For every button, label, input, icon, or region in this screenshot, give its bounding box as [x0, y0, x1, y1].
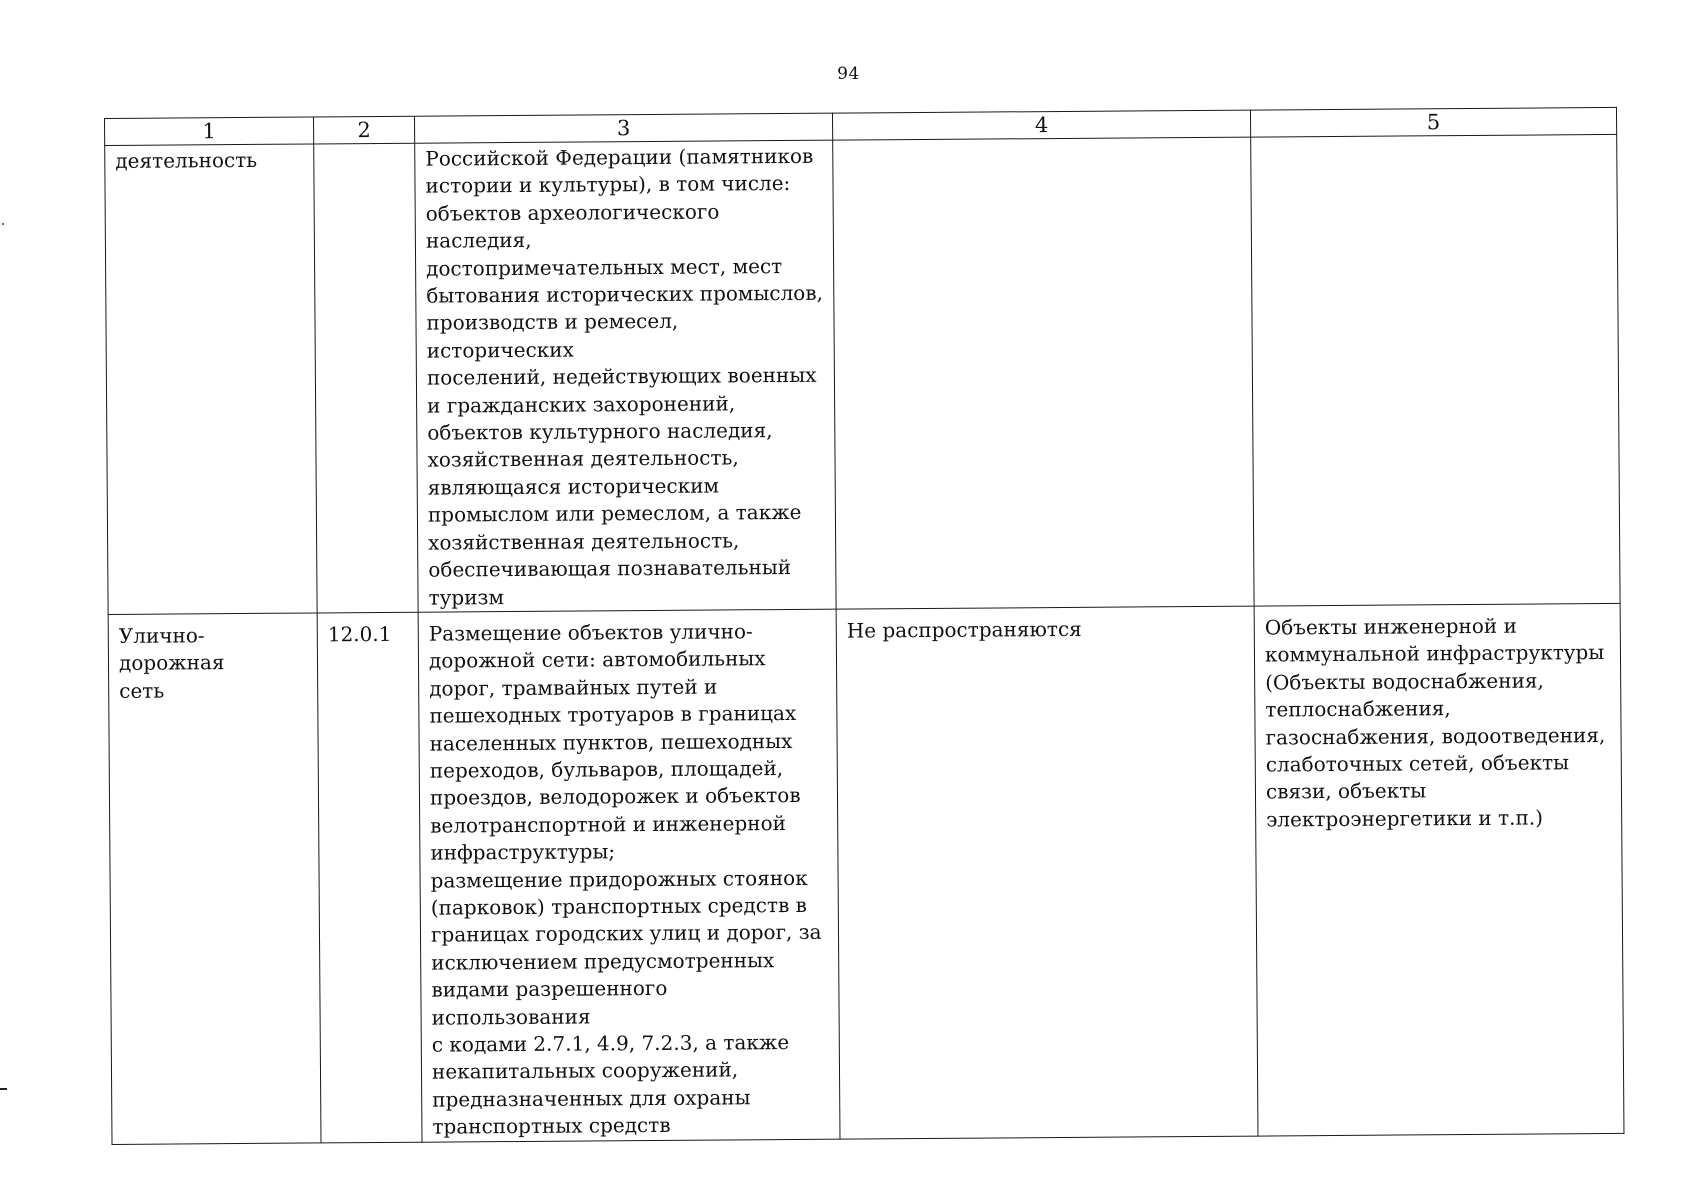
- scan-mark: [2, 223, 4, 225]
- land-use-table: [104, 107, 1624, 1145]
- cell-code: 12.0.1: [317, 612, 422, 1142]
- cell-use-type: Улично-дорожная сеть: [108, 613, 321, 1144]
- cell-restrictions: [833, 137, 1254, 609]
- column-header-2: 2: [313, 116, 414, 144]
- cell-restrictions: Не распространяются: [836, 606, 1258, 1139]
- cell-description: Российской Федерации (памятников истории и культуры), в том числе: объектов археологического наследия, достопримечательных мест, мест бытования исторических промыслов, производств и ремесел, исторических поселений, недействующих военных и гражданских захоронений, объектов культурного наследия, хозяйственная деятельность, являющаяся историческим промыслом или ремеслом, а также хозяйственная деятельность, обеспечивающая познавательный туризм: [415, 140, 836, 612]
- column-header-1: 1: [105, 117, 314, 146]
- column-header-5: 5: [1250, 107, 1616, 137]
- cell-description: Размещение объектов улично- дорожной сети: автомобильных дорог, трамвайных путей и пешеходных тротуаров в границах населенных пунктов, пешеходных переходов, бульваров, площадей, проездов, велодорожек и объектов велотранспортной и инженерной инфраструктуры; размещение придорожных стоянок (парковок) транспортных средств в границах городских улиц и дорог, за исключением предусмотренных видами разрешенного использования с кодами 2.7.1, 4.9, 7.2.3, а также некапитальных сооружений, предназначенных для охраны транспортных средств: [418, 609, 840, 1142]
- page-number: 94: [837, 64, 860, 84]
- cell-auxiliary-uses: Объекты инженерной и коммунальной инфраструктуры (Объекты водоснабжения, теплоснабжения, газоснабжения, водоотведения, слаботочных сетей, объекты связи, объекты электроэнергетики и т.п.): [1254, 603, 1624, 1135]
- column-header-3: 3: [414, 113, 832, 143]
- document-sheet: [104, 107, 1623, 1145]
- cell-auxiliary-uses: [1251, 134, 1620, 606]
- table-row: [105, 134, 1620, 614]
- scan-tick-mark: [0, 1088, 7, 1090]
- cell-use-type: деятельность: [105, 144, 317, 614]
- cell-code: [314, 143, 418, 613]
- table-row: [108, 603, 1624, 1144]
- column-header-4: 4: [832, 110, 1250, 140]
